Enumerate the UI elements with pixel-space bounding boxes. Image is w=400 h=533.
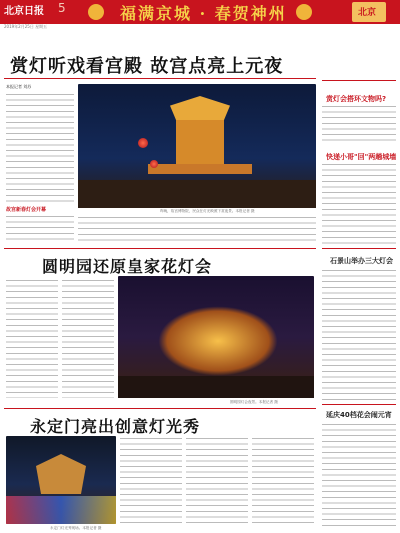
- banner-title: 福满京城 · 春贺神州: [120, 4, 287, 23]
- divider: [4, 78, 316, 79]
- lead-body-col1b: [6, 214, 74, 242]
- masthead: 北京日报: [4, 6, 44, 17]
- story2-photo: [118, 276, 314, 398]
- story4-photo: [6, 436, 116, 524]
- story4-caption: 永定门灯光秀现场。本报记者 摄: [50, 526, 102, 530]
- crowd: [118, 376, 314, 398]
- lantern-icon: [296, 4, 312, 20]
- sidebar-headline-2: 快递小哥"回"两趟城墙: [326, 153, 397, 161]
- lead-body-col1: [6, 92, 74, 204]
- story2-headline: 圆明园还原皇家花灯会: [42, 257, 213, 276]
- lead-byline: 本报记者 刘苏: [6, 84, 32, 89]
- story4-body-col1: [120, 436, 182, 526]
- story3-body: [322, 268, 396, 402]
- palace-base: [148, 164, 252, 174]
- dateline: 2019年2月25日 星期五: [4, 24, 48, 29]
- divider: [4, 248, 316, 249]
- story2-caption: 圆明园灯会夜景。本报记者 摄: [230, 400, 278, 404]
- story4-body-col2: [186, 436, 248, 526]
- lead-photo: [78, 84, 316, 208]
- gate-tower: [36, 454, 86, 494]
- story4-headline: 永定门亮出创意灯光秀: [30, 417, 201, 436]
- lantern-icon: [88, 4, 104, 20]
- sidebar-headline-1: 赏灯会搭环文物吗?: [326, 95, 387, 103]
- corner-label: 北京: [358, 8, 377, 18]
- divider: [4, 408, 316, 409]
- story4-body-col3: [252, 436, 314, 526]
- lantern-icon: [150, 160, 158, 168]
- story5-body: [322, 422, 396, 526]
- page-number: 5: [58, 1, 66, 15]
- sidebar-body-2: [322, 162, 396, 244]
- lead-photo-caption: 昨晚，故宫博物院，民众在灯光映照下赏夜景。本报记者 摄: [160, 209, 255, 213]
- sidebar-body-1: [322, 104, 396, 144]
- divider: [322, 248, 396, 249]
- lantern-icon: [138, 138, 148, 148]
- lantern-display: [158, 306, 278, 376]
- crowd: [78, 180, 316, 208]
- lead-body-col2: [78, 215, 316, 245]
- story3-headline: 石景山举办三大灯会: [330, 257, 393, 265]
- story5-headline: 延庆40档花会闹元宵: [326, 411, 392, 419]
- divider: [322, 80, 396, 81]
- light-show: [6, 496, 116, 524]
- lead-headline: 赏灯听戏看宫殿 故宫点亮上元夜: [10, 56, 284, 77]
- divider: [322, 404, 396, 405]
- lead-subhead: 故宫新春灯会开幕: [6, 207, 47, 213]
- story2-body-col2: [62, 278, 114, 398]
- palace-body: [176, 120, 224, 164]
- palace-roof: [170, 96, 230, 120]
- story2-body-col1: [6, 278, 58, 398]
